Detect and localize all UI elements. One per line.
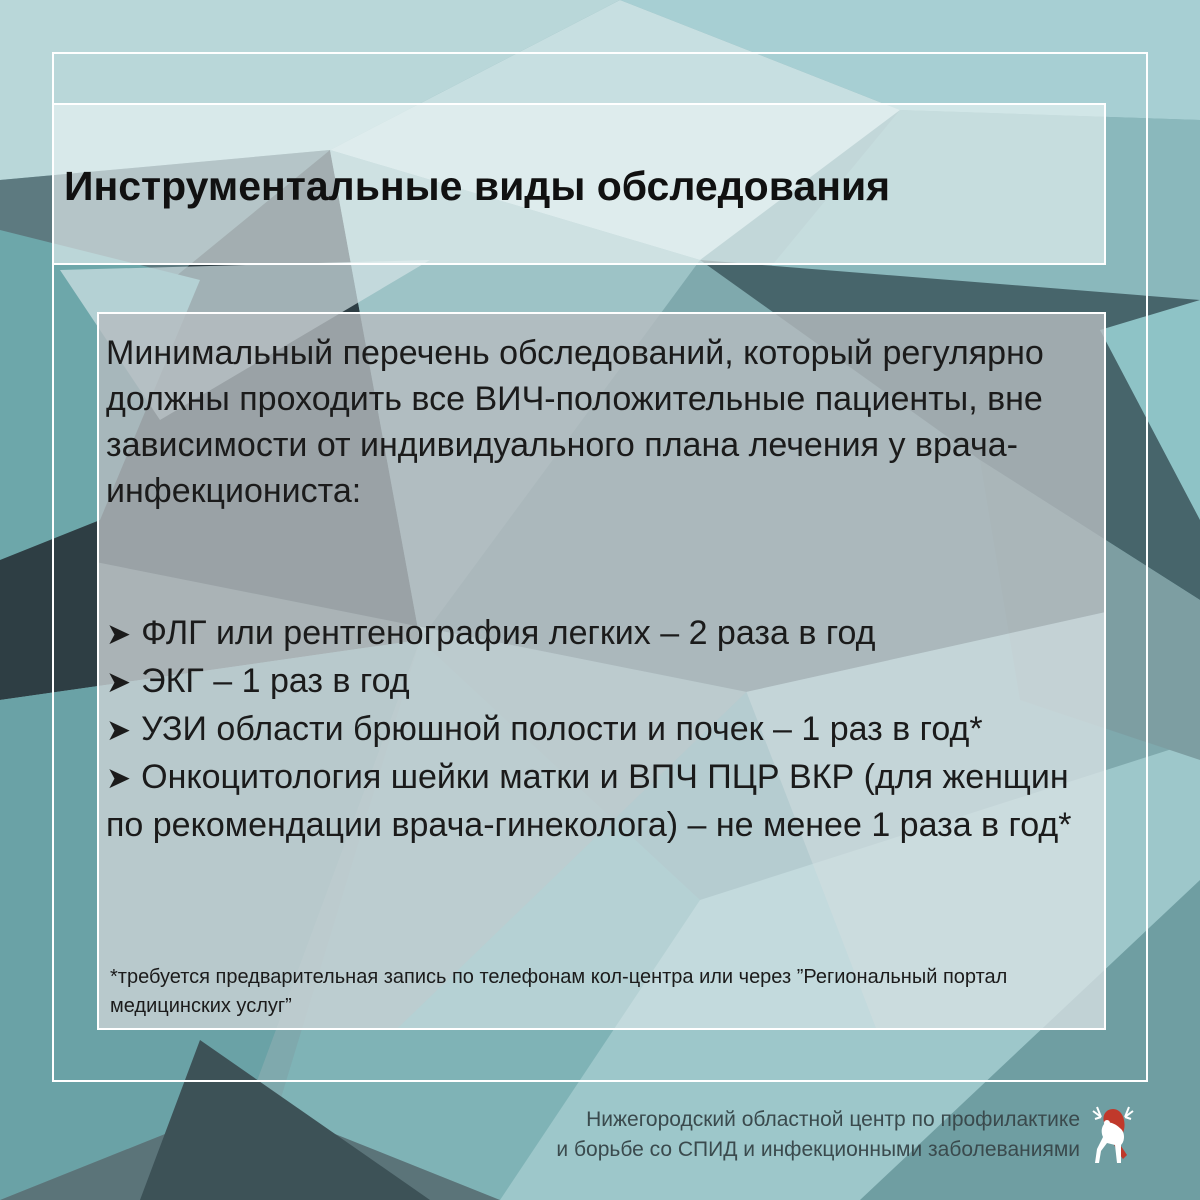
list-item <box>106 754 1086 848</box>
list-item <box>106 658 1086 706</box>
list-item-text: ЭКГ – 1 раз в год <box>141 662 410 700</box>
list-item-text: УЗИ области брюшной полости и почек – 1 раз в год* <box>141 710 983 748</box>
organization-name <box>556 1105 1080 1165</box>
list-item <box>106 706 1086 754</box>
arrow-bullet-icon: ➤ <box>106 714 132 747</box>
organization-name-line-2: и борьбе со СПИД и инфекционными заболеваниями <box>556 1138 1080 1161</box>
intro-text: Минимальный перечень обследований, который регулярно должны проходить все ВИЧ-положительные пациенты, вне зависимости от индивидуального плана лечения у врача-инфекциониста: <box>106 334 1044 510</box>
exam-list <box>106 610 1086 848</box>
arrow-bullet-icon: ➤ <box>106 618 132 651</box>
list-item-text: ФЛГ или рентгенография легких – 2 раза в год <box>141 614 876 652</box>
organization-name-line-1: Нижегородский областной центр по профилактике <box>586 1108 1080 1131</box>
page-title: Инструментальные виды обследования <box>64 163 891 209</box>
arrow-bullet-icon: ➤ <box>106 666 132 699</box>
arrow-bullet-icon: ➤ <box>106 762 132 795</box>
list-item <box>106 610 1086 658</box>
footnote: *требуется предварительная запись по телефонам кол-центра или через ”Региональный портал медицинских услуг” <box>110 966 1008 1017</box>
list-item-text: Онкоцитология шейки матки и ВПЧ ПЦР ВКР (для женщин по рекомендации врача-гинеколога) – не менее 1 раза в год* <box>106 758 1072 844</box>
deer-ribbon-logo-icon <box>1087 1103 1139 1167</box>
